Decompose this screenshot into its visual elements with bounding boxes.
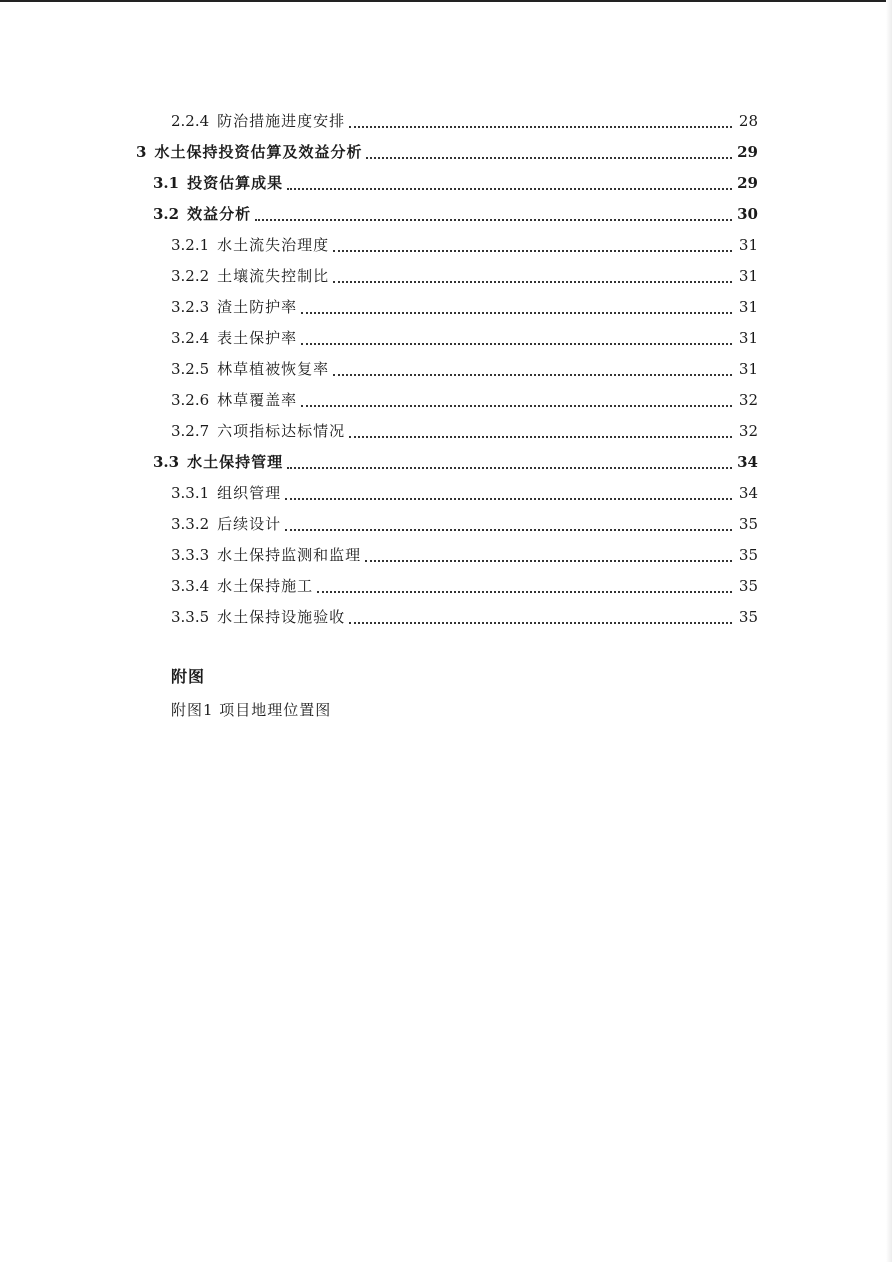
toc-entry-2-2-4[interactable] — [0, 105, 892, 136]
toc-entry-title: 防治措施进度安排 — [217, 112, 346, 130]
toc-entry-number: 3 — [136, 142, 147, 161]
toc-entry-page: 35 — [738, 576, 758, 595]
toc-entry-title: 效益分析 — [187, 205, 252, 223]
toc-entry-number: 3.2.5 — [171, 359, 210, 378]
page-top-edge — [0, 0, 892, 2]
toc-leader-dots — [333, 280, 732, 283]
toc-leader-dots — [285, 528, 732, 531]
toc-entry-3-2-2[interactable] — [0, 260, 892, 291]
toc-entry-3-2-7[interactable] — [0, 415, 892, 446]
toc-leader-dots — [301, 404, 732, 407]
toc-entry-3-3-5[interactable] — [0, 601, 892, 632]
toc-entry-3-3[interactable] — [0, 446, 892, 477]
toc-leader-dots — [301, 311, 732, 314]
toc-leader-dots — [317, 590, 732, 593]
toc-entry-3-1[interactable] — [0, 167, 892, 198]
toc-entry-3-2-6[interactable] — [0, 384, 892, 415]
toc-entry-number: 2.2.4 — [171, 111, 210, 130]
toc-entry-number: 3.3.1 — [171, 483, 210, 502]
toc-entry-page: 35 — [738, 514, 758, 533]
toc-entry-title: 六项指标达标情况 — [217, 422, 346, 440]
appendix-heading: 附图 — [171, 667, 206, 686]
toc-entry-title: 林草植被恢复率 — [217, 360, 330, 378]
toc-leader-dots — [301, 342, 732, 345]
toc-entry-title: 水土保持投资估算及效益分析 — [154, 143, 363, 161]
toc-entry-title: 组织管理 — [217, 484, 282, 502]
toc-entry-3-2-1[interactable] — [0, 229, 892, 260]
appendix-section — [171, 664, 331, 720]
toc-entry-page: 29 — [737, 142, 758, 161]
toc-entry-title: 土壤流失控制比 — [217, 267, 330, 285]
toc-entry-number: 3.2.7 — [171, 421, 210, 440]
toc-entry-number: 3.3 — [153, 452, 180, 471]
toc-leader-dots — [287, 466, 732, 469]
toc-entry-3-3-3[interactable] — [0, 539, 892, 570]
toc-entry-page: 32 — [738, 421, 758, 440]
toc-entry-page: 35 — [738, 607, 758, 626]
toc-entry-number: 3.2.6 — [171, 390, 210, 409]
toc-leader-dots — [287, 187, 732, 190]
toc-entry-3-2-3[interactable] — [0, 291, 892, 322]
toc-entry-page: 34 — [737, 452, 758, 471]
toc-entry-page: 35 — [738, 545, 758, 564]
toc-entry-3-2-5[interactable] — [0, 353, 892, 384]
toc-leader-dots — [366, 156, 732, 159]
toc-entry-page: 31 — [738, 297, 758, 316]
toc-entry-number: 3.2 — [153, 204, 180, 223]
toc-entry-number: 3.3.3 — [171, 545, 210, 564]
toc-entry-page: 31 — [738, 359, 758, 378]
toc-entry-title: 林草覆盖率 — [217, 391, 298, 409]
toc-entry-page: 29 — [737, 173, 758, 192]
toc-leader-dots — [333, 373, 732, 376]
toc-leader-dots — [285, 497, 732, 500]
toc-entry-page: 32 — [738, 390, 758, 409]
toc-entry-title: 表土保护率 — [217, 329, 298, 347]
toc-entry-number: 3.2.3 — [171, 297, 210, 316]
toc-entry-title: 水土保持管理 — [187, 453, 284, 471]
toc-entry-page: 30 — [737, 204, 758, 223]
toc-entry-title: 水土保持设施验收 — [217, 608, 346, 626]
toc-leader-dots — [365, 559, 732, 562]
toc-entry-number: 3.3.2 — [171, 514, 210, 533]
toc-entry-title: 水土保持监测和监理 — [217, 546, 362, 564]
toc-entry-page: 34 — [738, 483, 758, 502]
toc-entry-3-2[interactable] — [0, 198, 892, 229]
toc-entry-3-3-2[interactable] — [0, 508, 892, 539]
toc-entry-3[interactable] — [0, 136, 892, 167]
toc-leader-dots — [255, 218, 732, 221]
toc-entry-title: 渣土防护率 — [217, 298, 298, 316]
toc-entry-title: 后续设计 — [217, 515, 282, 533]
toc-entry-3-2-4[interactable] — [0, 322, 892, 353]
toc-entry-number: 3.2.2 — [171, 266, 210, 285]
toc-entry-page: 28 — [738, 111, 758, 130]
appendix-item-figure-1[interactable]: 附图1 项目地理位置图 — [171, 701, 332, 719]
toc-entry-3-3-1[interactable] — [0, 477, 892, 508]
table-of-contents — [0, 105, 892, 632]
toc-entry-number: 3.1 — [153, 173, 180, 192]
toc-entry-number: 3.3.4 — [171, 576, 210, 595]
toc-leader-dots — [333, 249, 732, 252]
toc-entry-3-3-4[interactable] — [0, 570, 892, 601]
toc-entry-title: 水土流失治理度 — [217, 236, 330, 254]
toc-leader-dots — [349, 621, 732, 624]
toc-entry-title: 水土保持施工 — [217, 577, 314, 595]
toc-entry-number: 3.3.5 — [171, 607, 210, 626]
toc-entry-title: 投资估算成果 — [187, 174, 284, 192]
toc-entry-page: 31 — [738, 328, 758, 347]
toc-entry-page: 31 — [738, 235, 758, 254]
toc-entry-number: 3.2.4 — [171, 328, 210, 347]
toc-leader-dots — [349, 435, 732, 438]
toc-leader-dots — [349, 125, 732, 128]
toc-entry-page: 31 — [738, 266, 758, 285]
toc-entry-number: 3.2.1 — [171, 235, 210, 254]
